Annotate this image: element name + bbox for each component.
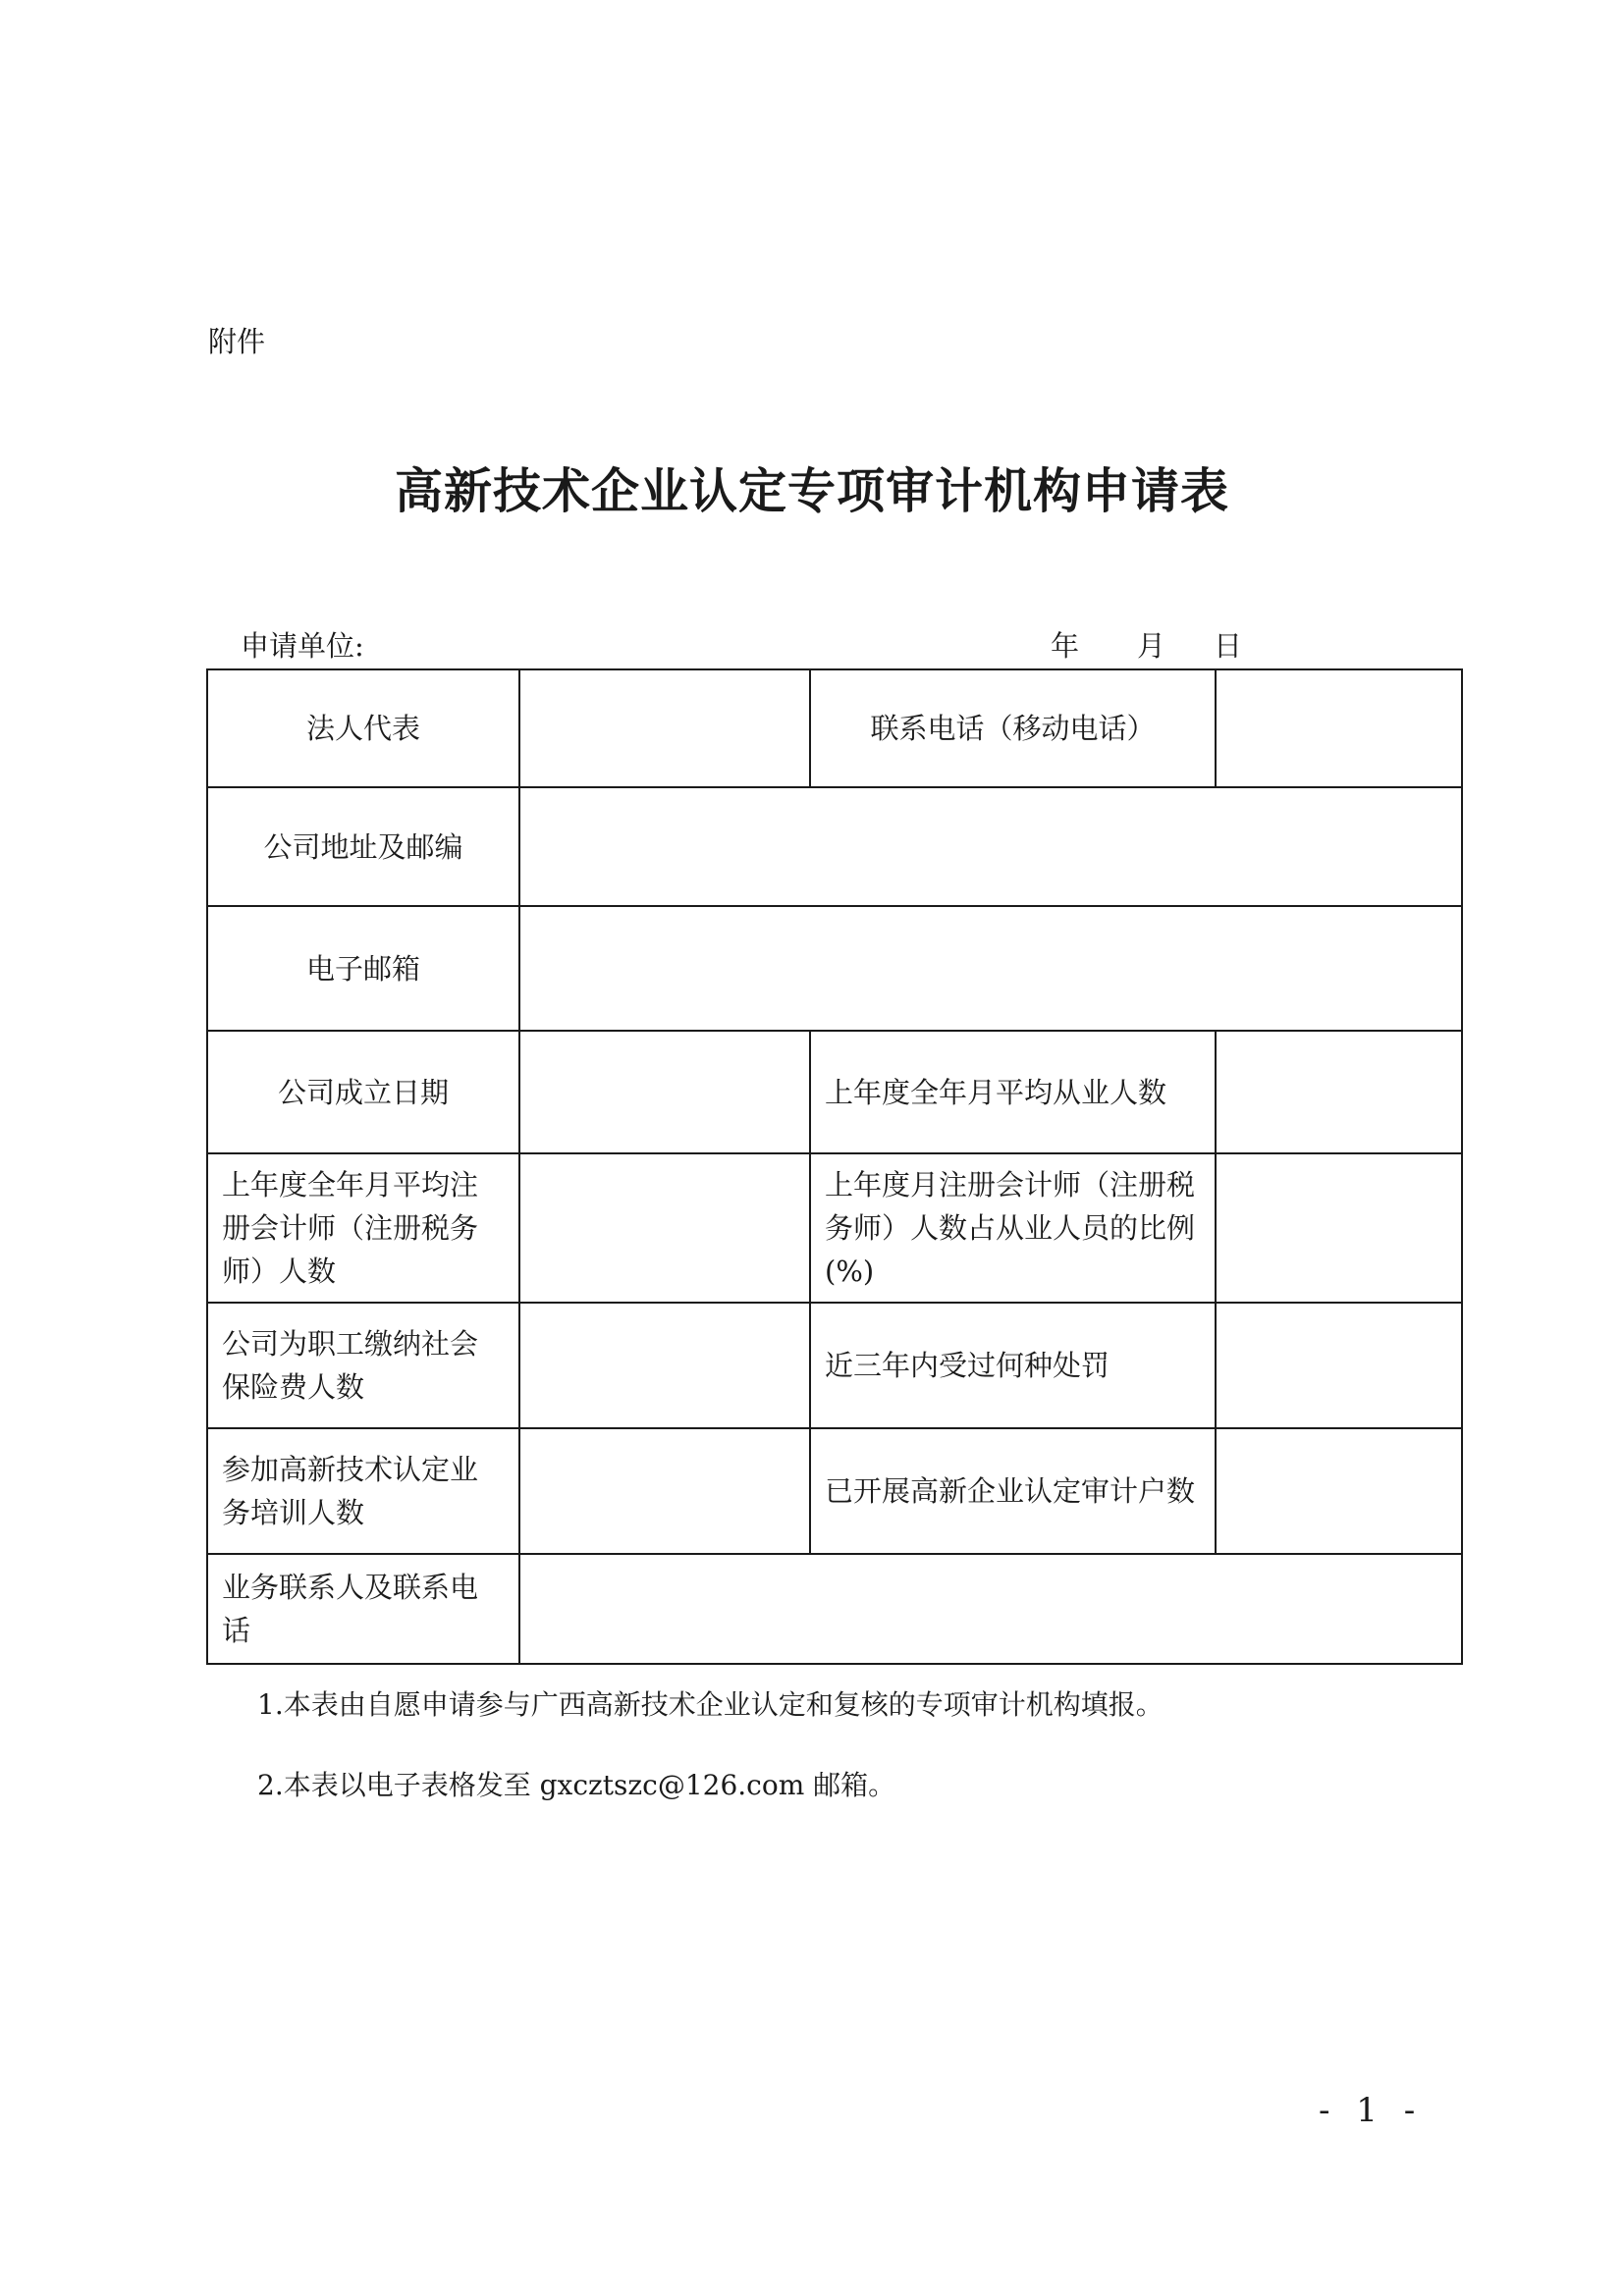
field-founding-date[interactable] [519,1031,810,1153]
label-penalties: 近三年内受过何种处罚 [810,1303,1216,1428]
label-business-contact: 业务联系人及联系电话 [207,1554,519,1664]
label-avg-cpa: 上年度全年月平均注册会计师（注册税务师）人数 [207,1153,519,1303]
field-training[interactable] [519,1428,810,1554]
table-row [207,787,1462,906]
field-business-contact[interactable] [519,1554,1462,1664]
label-audits-done: 已开展高新企业认定审计户数 [810,1428,1216,1554]
annex-label: 附件 [208,325,266,358]
label-founding-date: 公司成立日期 [207,1031,519,1153]
table-row [207,1303,1462,1428]
date-month-label: 月 [1137,629,1166,663]
label-avg-employees: 上年度全年月平均从业人数 [810,1031,1216,1153]
label-training: 参加高新技术认定业务培训人数 [207,1428,519,1554]
table-row [207,669,1462,787]
page-number: - 1 - [1319,2091,1424,2130]
label-cpa-ratio: 上年度月注册会计师（注册税务师）人数占从业人员的比例(%) [810,1153,1216,1303]
field-cpa-ratio[interactable] [1216,1153,1462,1303]
document-title: 高新技术企业认定专项审计机构申请表 [394,463,1229,519]
field-legal-rep[interactable] [519,669,810,787]
date-day-label: 日 [1214,629,1243,663]
date-line [1051,624,1242,665]
field-audits-done[interactable] [1216,1428,1462,1554]
field-social-insurance[interactable] [519,1303,810,1428]
label-address-zip: 公司地址及邮编 [207,787,519,906]
table-row [207,1428,1462,1554]
note-item: 2.本表以电子表格发至 gxcztszc@126.com 邮箱。 [257,1769,896,1801]
table-row [207,1153,1462,1303]
applicant-unit-label: 申请单位: [241,629,364,663]
application-form-table [206,668,1463,1665]
field-penalties[interactable] [1216,1303,1462,1428]
label-legal-rep: 法人代表 [207,669,519,787]
note-item: 1.本表由自愿申请参与广西高新技术企业认定和复核的专项审计机构填报。 [257,1688,1164,1721]
notes [257,1683,1164,1844]
label-social-insurance: 公司为职工缴纳社会保险费人数 [207,1303,519,1428]
table-row [207,1554,1462,1664]
field-email[interactable] [519,906,1462,1031]
date-year-label: 年 [1051,629,1080,663]
table-row [207,906,1462,1031]
field-avg-cpa[interactable] [519,1153,810,1303]
field-contact-phone[interactable] [1216,669,1462,787]
label-contact-phone: 联系电话（移动电话） [810,669,1216,787]
field-address-zip[interactable] [519,787,1462,906]
field-avg-employees[interactable] [1216,1031,1462,1153]
label-email: 电子邮箱 [207,906,519,1031]
table-row [207,1031,1462,1153]
